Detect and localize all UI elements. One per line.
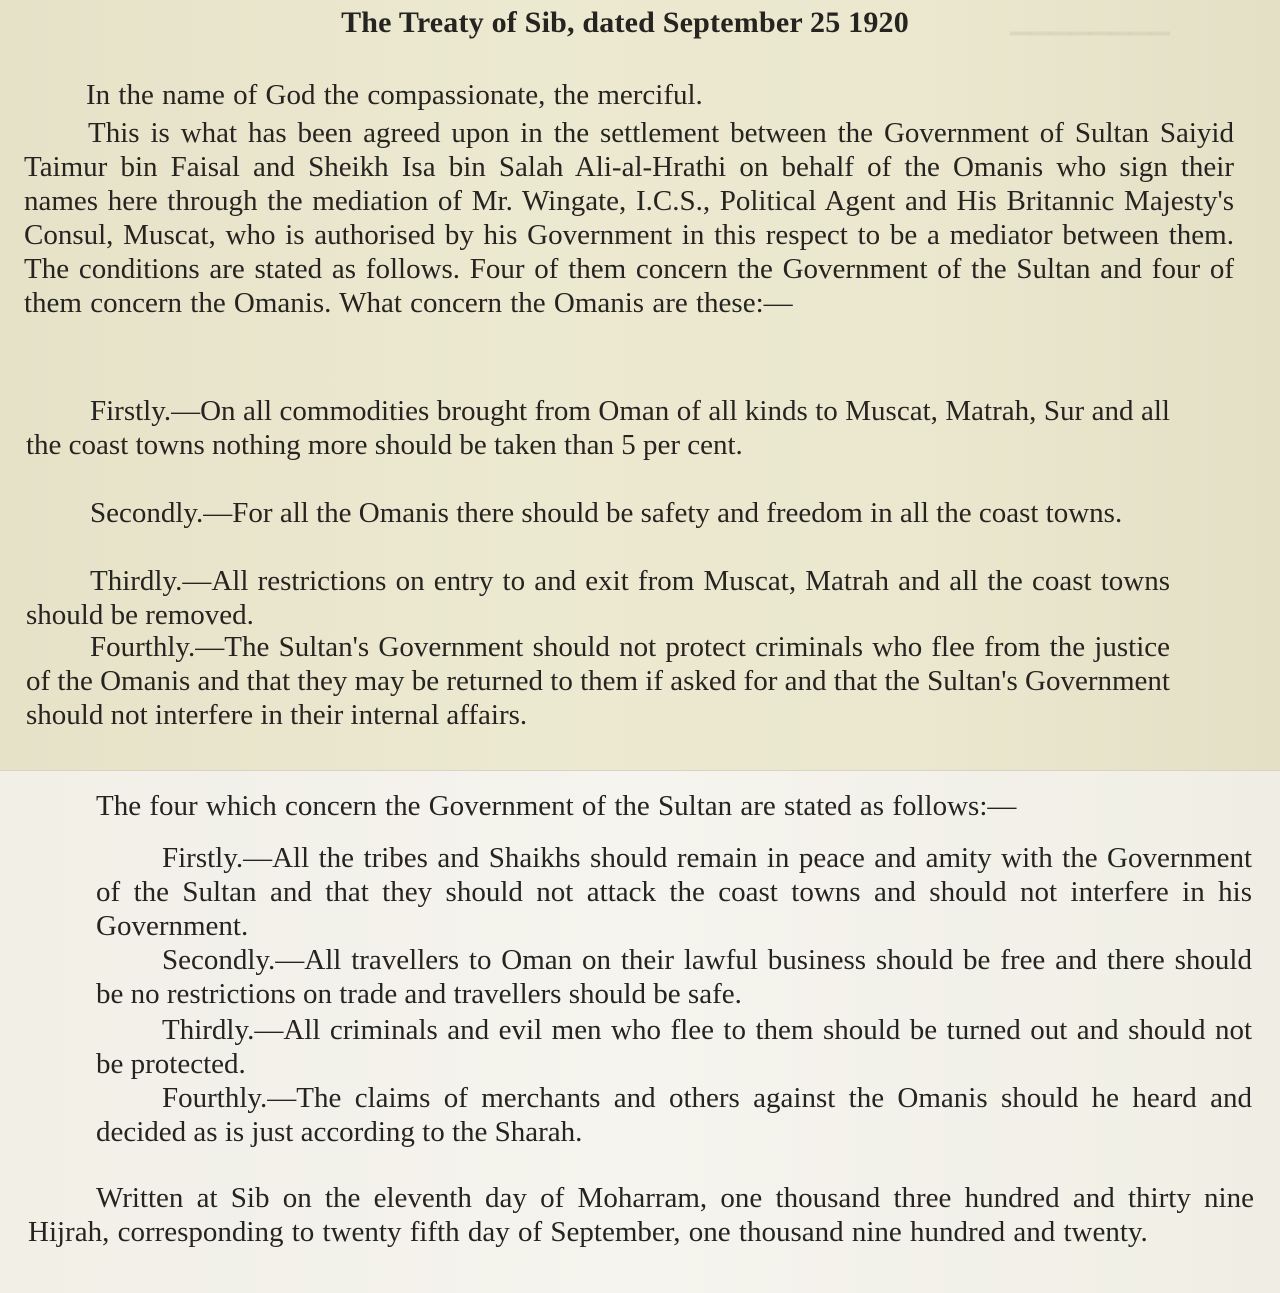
sultan-condition-1: Firstly.—All the tribes and Shaikhs should remain in peace and amity with the Government of the Sultan and that they should not attack the coast towns and should not interfere in his Government. — [96, 842, 1252, 942]
preamble: This is what has been agreed upon in the settlement between the Government of Sultan Saiyid Taimur bin Faisal and Sheikh Isa bin Salah Ali-al-Hrathi on behalf of the Omanis who sign their names here through the mediation of Mr. Wingate, I.C.S., Political Agent and His Britannic Majesty's Consul, Muscat, who is authorised by his Government in this respect to be a mediator between them. The conditions are stated as follows. Four of them concern the Government of the Sultan and four of them concern the Omanis. What concern the Omanis are these:— — [24, 117, 1234, 319]
omani-condition-2: Secondly.—For all the Omanis there should be safety and freedom in all the coast towns. — [90, 497, 1123, 529]
sultan-condition-4: Fourthly.—The claims of merchants and others against the Omanis should he heard and decided as is just according to the Sharah. — [96, 1082, 1252, 1148]
invocation: In the name of God the compassionate, the merciful. — [86, 79, 703, 111]
sultan-condition-3: Thirdly.—All criminals and evil men who flee to them should be turned out and should not be protected. — [96, 1014, 1252, 1080]
document-title: The Treaty of Sib, dated September 25 1920 — [341, 6, 909, 39]
bleed-through-text: ▁▁▁▁▁▁▁▁ — [1010, 6, 1170, 35]
closing-statement: Written at Sib on the eleventh day of Moharram, one thousand three hundred and thirty nine Hijrah, corresponding to twenty fifth day of September, one thousand nine hundred and twenty. — [28, 1182, 1254, 1248]
sultan-condition-2: Secondly.—All travellers to Oman on their lawful business should be free and there should be no restrictions on trade and travellers should be safe. — [96, 944, 1252, 1010]
sultan-conditions-intro: The four which concern the Government of the Sultan are stated as follows:— — [96, 790, 1017, 822]
omani-condition-1: Firstly.—On all commodities brought from Oman of all kinds to Muscat, Matrah, Sur and all the coast towns nothing more should be taken than 5 per cent. — [26, 395, 1170, 461]
omani-condition-4: Fourthly.—The Sultan's Government should not protect criminals who flee from the justice of the Omanis and that they may be returned to them if asked for and that the Sultan's Government should not interfere in their internal affairs. — [26, 631, 1170, 731]
omani-condition-3: Thirdly.—All restrictions on entry to and exit from Muscat, Matrah and all the coast towns should be removed. — [26, 565, 1170, 631]
scan-bottom-section — [0, 770, 1280, 1293]
